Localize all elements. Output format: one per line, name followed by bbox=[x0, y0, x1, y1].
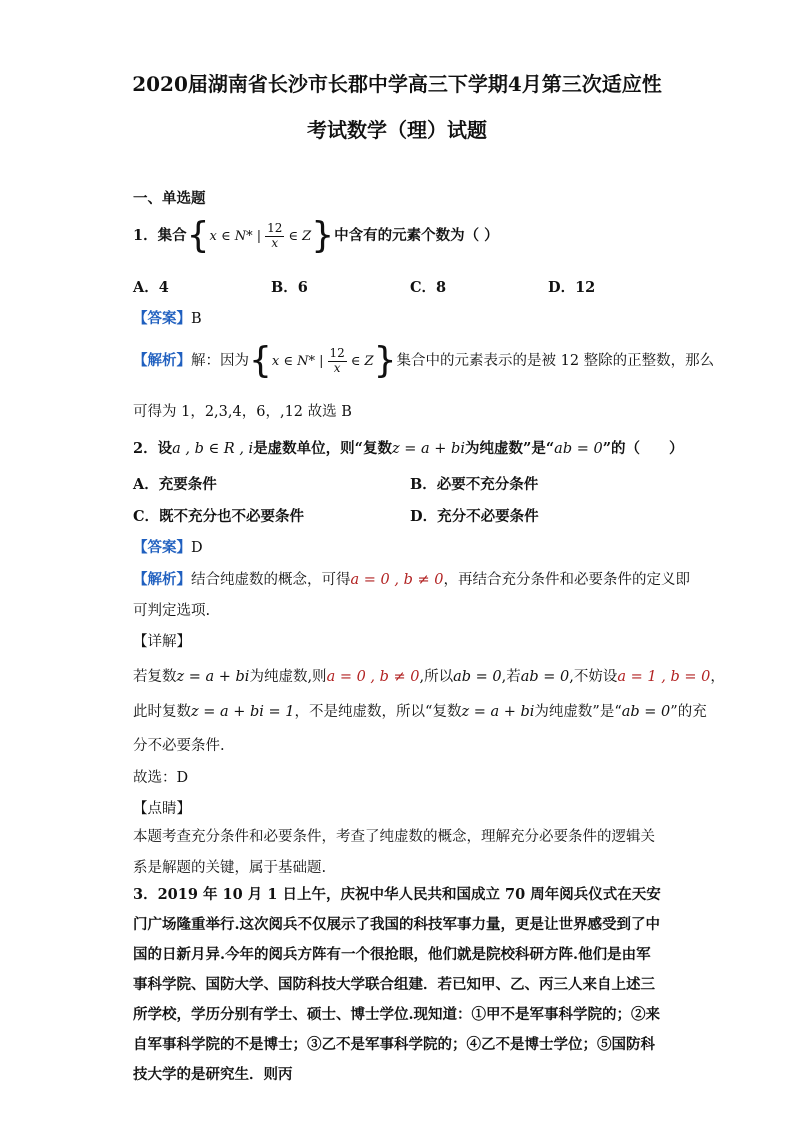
q2-analysis bbox=[133, 568, 690, 589]
q1-option-d: D．12 bbox=[548, 279, 596, 296]
q2-stem-end: ”的（ ） bbox=[602, 440, 684, 457]
answer-tag: 【答案】 bbox=[133, 310, 191, 327]
detail-math: z = a + bi bbox=[461, 704, 535, 720]
detail-math: ab = 0 bbox=[520, 669, 570, 685]
detail-math: ab = 0 bbox=[453, 669, 502, 685]
set-left: x ∈ N* | bbox=[209, 228, 262, 244]
analysis-tag: 【解析】 bbox=[133, 352, 191, 369]
q1-option-b: B．6 bbox=[271, 279, 308, 296]
q2-answer bbox=[133, 536, 203, 557]
q2-option-b: B．必要不充分条件 bbox=[410, 476, 539, 493]
set-right-2: ∈ Z bbox=[350, 353, 374, 369]
q2-option-d: D．充分不必要条件 bbox=[410, 508, 539, 525]
answer-tag: 【答案】 bbox=[133, 539, 191, 556]
question-1-tail: 中含有的元素个数为（ ） bbox=[334, 227, 499, 244]
q2-choose: 故选：D bbox=[133, 770, 189, 786]
answer-value: B bbox=[191, 311, 202, 327]
q2-option-c: C．既不充分也不必要条件 bbox=[133, 508, 305, 525]
detail-text: ,若 bbox=[501, 669, 521, 685]
detail-text: 此时复数 bbox=[133, 704, 191, 720]
q2-comment: 本题考查充分条件和必要条件，考查了纯虚数的概念，理解充分必要条件的逻辑关系是解题的关键，属于基础题. bbox=[133, 829, 655, 876]
q2-stem-math1: a , b ∈ R , i bbox=[172, 441, 254, 457]
question-2-stem bbox=[133, 437, 684, 458]
q1-option-c: C．8 bbox=[410, 279, 447, 296]
detail-math: z = a + bi bbox=[176, 669, 250, 685]
detail-text: 若复数 bbox=[133, 669, 177, 685]
detail-text: ,所以 bbox=[419, 669, 454, 685]
fraction-2 bbox=[328, 347, 347, 374]
detail-math: z = a + bi = 1 bbox=[191, 704, 295, 720]
question-1-number: 1．集合 bbox=[133, 227, 187, 244]
q1-option-a: A．4 bbox=[133, 279, 169, 296]
detail-text: ”的充 bbox=[670, 704, 707, 720]
fraction bbox=[265, 222, 284, 249]
fraction-numerator-2: 12 bbox=[329, 346, 345, 361]
detail-text: 为纯虚数”是“ bbox=[534, 704, 622, 720]
q2-stem-math3: ab = 0 bbox=[554, 441, 603, 457]
comment-tag: 【点睛】 bbox=[133, 801, 191, 817]
q1-analysis-line2: 可得为 1，2,3,4，6，,12 故选 B bbox=[133, 404, 352, 420]
q2-stem-math2: z = a + bi bbox=[392, 441, 465, 457]
analysis-math: a = 0 , b ≠ 0 bbox=[350, 572, 444, 588]
detail-text: ,不妨设 bbox=[569, 669, 618, 685]
detail-text: ，不是纯虚数，所以“复数 bbox=[294, 704, 462, 720]
fraction-numerator: 12 bbox=[267, 221, 283, 236]
detail-text: 为纯虚数,则 bbox=[249, 669, 327, 685]
analysis-pre: 结合纯虚数的概念，可得 bbox=[191, 572, 351, 588]
q1-answer bbox=[133, 307, 202, 328]
set-expression-2: { x ∈ N* | $\frac{12}{x}$ ∈ Z } bbox=[249, 340, 397, 381]
section-heading: 一、单选题 bbox=[133, 190, 206, 207]
q1-analysis bbox=[133, 340, 715, 381]
q2-detail-line1 bbox=[133, 665, 725, 686]
q2-stem-mid: 是虚数单位，则“复数 bbox=[253, 440, 393, 457]
q2-option-a: A．充要条件 bbox=[133, 476, 217, 493]
analysis-post: 集合中的元素表示的是被 12 整除的正整数，那么 bbox=[396, 353, 715, 369]
analysis-pre: 解：因为 bbox=[191, 353, 249, 369]
detail-math-red: a = 0 , b ≠ 0 bbox=[326, 669, 420, 685]
set-expression: { x ∈ N* | $\frac{12}{x}$ ∈ Z } bbox=[186, 215, 335, 256]
analysis-post: ，再结合充分条件和必要条件的定义即 bbox=[443, 572, 690, 588]
detail-math-red: a = 1 , b = 0 bbox=[617, 669, 711, 685]
detail-tag: 【详解】 bbox=[133, 634, 191, 650]
q2-detail-line3: 分不必要条件. bbox=[133, 738, 225, 754]
detail-text: ， bbox=[710, 669, 725, 685]
set-left-2: x ∈ N* | bbox=[271, 353, 324, 369]
fraction-denominator: x bbox=[271, 235, 279, 250]
exam-title-line1: 2020届湖南省长沙市长郡中学高三下学期4月第三次适应性 bbox=[132, 72, 662, 96]
set-right: ∈ Z bbox=[288, 228, 312, 244]
fraction-denominator-2: x bbox=[333, 360, 341, 375]
q2-analysis-line2: 可判定选项. bbox=[133, 603, 211, 619]
detail-math: ab = 0 bbox=[621, 704, 671, 720]
q2-stem-mid2: 为纯虚数”是“ bbox=[464, 440, 555, 457]
question-3-stem: 3．2019 年 10 月 1 日上午，庆祝中华人民共和国成立 70 周年阅兵仪式在天安门广场隆重举行.这次阅兵不仅展示了我国的科技军事力量，更是让世界感受到了中国的日新月异.今年的阅兵方阵有一个很抢眼，他们就是院校科研方阵.他们是由军事科学院、国防大学、国防科技大学联合组建．若已知甲、乙、丙三人来自上述三所学校，学历分别有学士、硕士、博士学位.现知道：①甲不是军事科学院的；②来自军事科学院的不是博士；③乙不是军事科学院的；④乙不是博士学位；⑤国防科技大学的是研究生．则丙 bbox=[133, 886, 661, 1083]
analysis-tag: 【解析】 bbox=[133, 571, 191, 588]
q2-stem-pre: 2．设 bbox=[133, 440, 173, 457]
question-1-stem bbox=[133, 215, 499, 256]
exam-title-line2: 考试数学（理）试题 bbox=[307, 118, 487, 142]
q2-detail-line2 bbox=[133, 700, 707, 721]
answer-value: D bbox=[191, 540, 203, 556]
